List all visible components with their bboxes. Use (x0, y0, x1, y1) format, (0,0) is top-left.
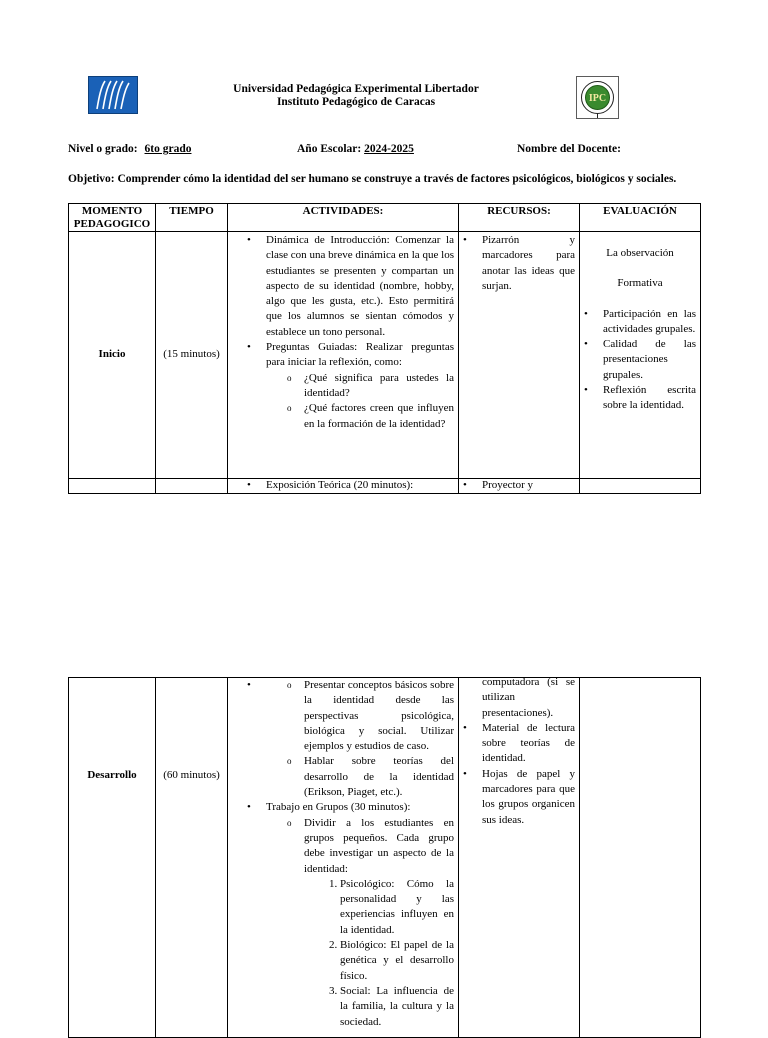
header-evaluacion: EVALUACIÓN (580, 204, 701, 232)
activity-text: Trabajo en Grupos (30 minutos): (266, 801, 411, 814)
activities-desarrollo (228, 678, 459, 1038)
level-value: 6to grado (144, 143, 192, 155)
header-recursos: RECURSOS: (459, 204, 580, 232)
lesson-plan-table-page2 (68, 677, 701, 1038)
document-header (0, 76, 768, 120)
teacher-field (517, 143, 621, 155)
question-item: o ¿Qué factores creen que influyen en la formación de la identidad? (304, 401, 454, 432)
year-label: Año Escolar: (297, 143, 362, 155)
aspect-item: 1. Psicológico: Cómo la personalidad y las experiencias influyen en la identidad. (340, 877, 454, 938)
group-task-text: Dividir a los estudiantes en grupos pequeños. Cada grupo debe investigar un aspecto de la identidad: (304, 816, 454, 875)
time-desarrollo: (60 minutos) (156, 678, 228, 1038)
lesson-plan-table-page1 (68, 203, 701, 494)
time-inicio: (15 minutos) (156, 232, 228, 479)
university-name: Universidad Pedagógica Experimental Libertador (233, 83, 479, 95)
table-row-desarrollo (69, 678, 701, 1038)
evaluation-item: • Calidad de las presentaciones grupales. (603, 337, 696, 383)
activity-text: Preguntas Guiadas: Realizar preguntas para iniciar la reflexión, como: (266, 341, 454, 369)
aspect-item: 3. Social: La influencia de la familia, la cultura y la sociedad. (340, 984, 454, 1030)
evaluation-item: • Reflexión escrita sobre la identidad. (603, 383, 696, 414)
resource-item: • Proyector y (482, 479, 575, 492)
theory-item: o Hablar sobre teorías del desarrollo de la identidad (Erikson, Piaget, etc.). (304, 754, 454, 800)
moment-desarrollo: Desarrollo (69, 678, 156, 1038)
resource-item: • Pizarrón y marcadores para anotar las ideas que surjan. (482, 233, 575, 294)
school-year-field (297, 143, 414, 155)
year-value: 2024-2025 (364, 143, 414, 155)
header-momento: MOMENTO PEDAGOGICO (69, 204, 156, 232)
group-task-item (304, 816, 454, 1030)
activities-desarrollo-start (228, 479, 459, 494)
evaluation-inicio (580, 232, 701, 479)
activities-inicio (228, 232, 459, 479)
header-tiempo: TIEMPO (156, 204, 228, 232)
resources-desarrollo (459, 678, 580, 1038)
table-row-desarrollo-start (69, 479, 701, 494)
activity-item (266, 800, 454, 1029)
evaluation-item: • Participación en las actividades grupales. (603, 307, 696, 338)
table-header-row (69, 204, 701, 232)
ipc-seal (576, 76, 619, 119)
question-item: o ¿Qué significa para ustedes la identidad? (304, 371, 454, 402)
resources-desarrollo-start (459, 479, 580, 494)
institution-title (200, 83, 512, 109)
theory-item: o • Presentar conceptos básicos sobre la identidad desde las perspectivas psicológica, biológica y social. Utilizar ejemplos y estudios de caso. (304, 678, 454, 754)
table-row-inicio (69, 232, 701, 479)
moment-inicio: Inicio (69, 232, 156, 479)
evaluation-type: Formativa (617, 277, 663, 290)
upel-logo (88, 76, 138, 114)
aspect-item: 2. Biológico: El papel de la genética y el desarrollo físico. (340, 938, 454, 984)
level-field (68, 143, 191, 155)
header-actividades: ACTIVIDADES: (228, 204, 459, 232)
teacher-label: Nombre del Docente: (517, 143, 621, 155)
activity-item (266, 340, 454, 432)
activity-item: • Dinámica de Introducción: Comenzar la clase con una breve dinámica en la que los estudiantes se presenten y compartan un aspecto de su identidad (nombre, hobby, algo que les gusta, etc.). Esto permitirá que los alumnos se sientan cómodos y establece un tono personal. (266, 233, 454, 340)
institute-name: Instituto Pedagógico de Caracas (276, 96, 436, 108)
evaluation-method: La observación (606, 247, 674, 259)
objective: Objetivo: Comprender cómo la identidad del ser humano se construye a través de factores psicológicos, biológicos y sociales. (68, 173, 677, 185)
svg-text:IPC: IPC (588, 93, 607, 104)
activity-item: • Exposición Teórica (20 minutos): (266, 479, 458, 492)
resource-item: • Hojas de papel y marcadores para que los grupos organicen sus ideas. (482, 767, 575, 828)
level-label: Nivel o grado: (68, 143, 138, 155)
evaluation-desarrollo (580, 678, 701, 1038)
resource-continued: computadora (si se utilizan presentaciones). (482, 676, 575, 719)
resource-item: • Material de lectura sobre teorías de identidad. (482, 721, 575, 767)
resources-inicio (459, 232, 580, 479)
